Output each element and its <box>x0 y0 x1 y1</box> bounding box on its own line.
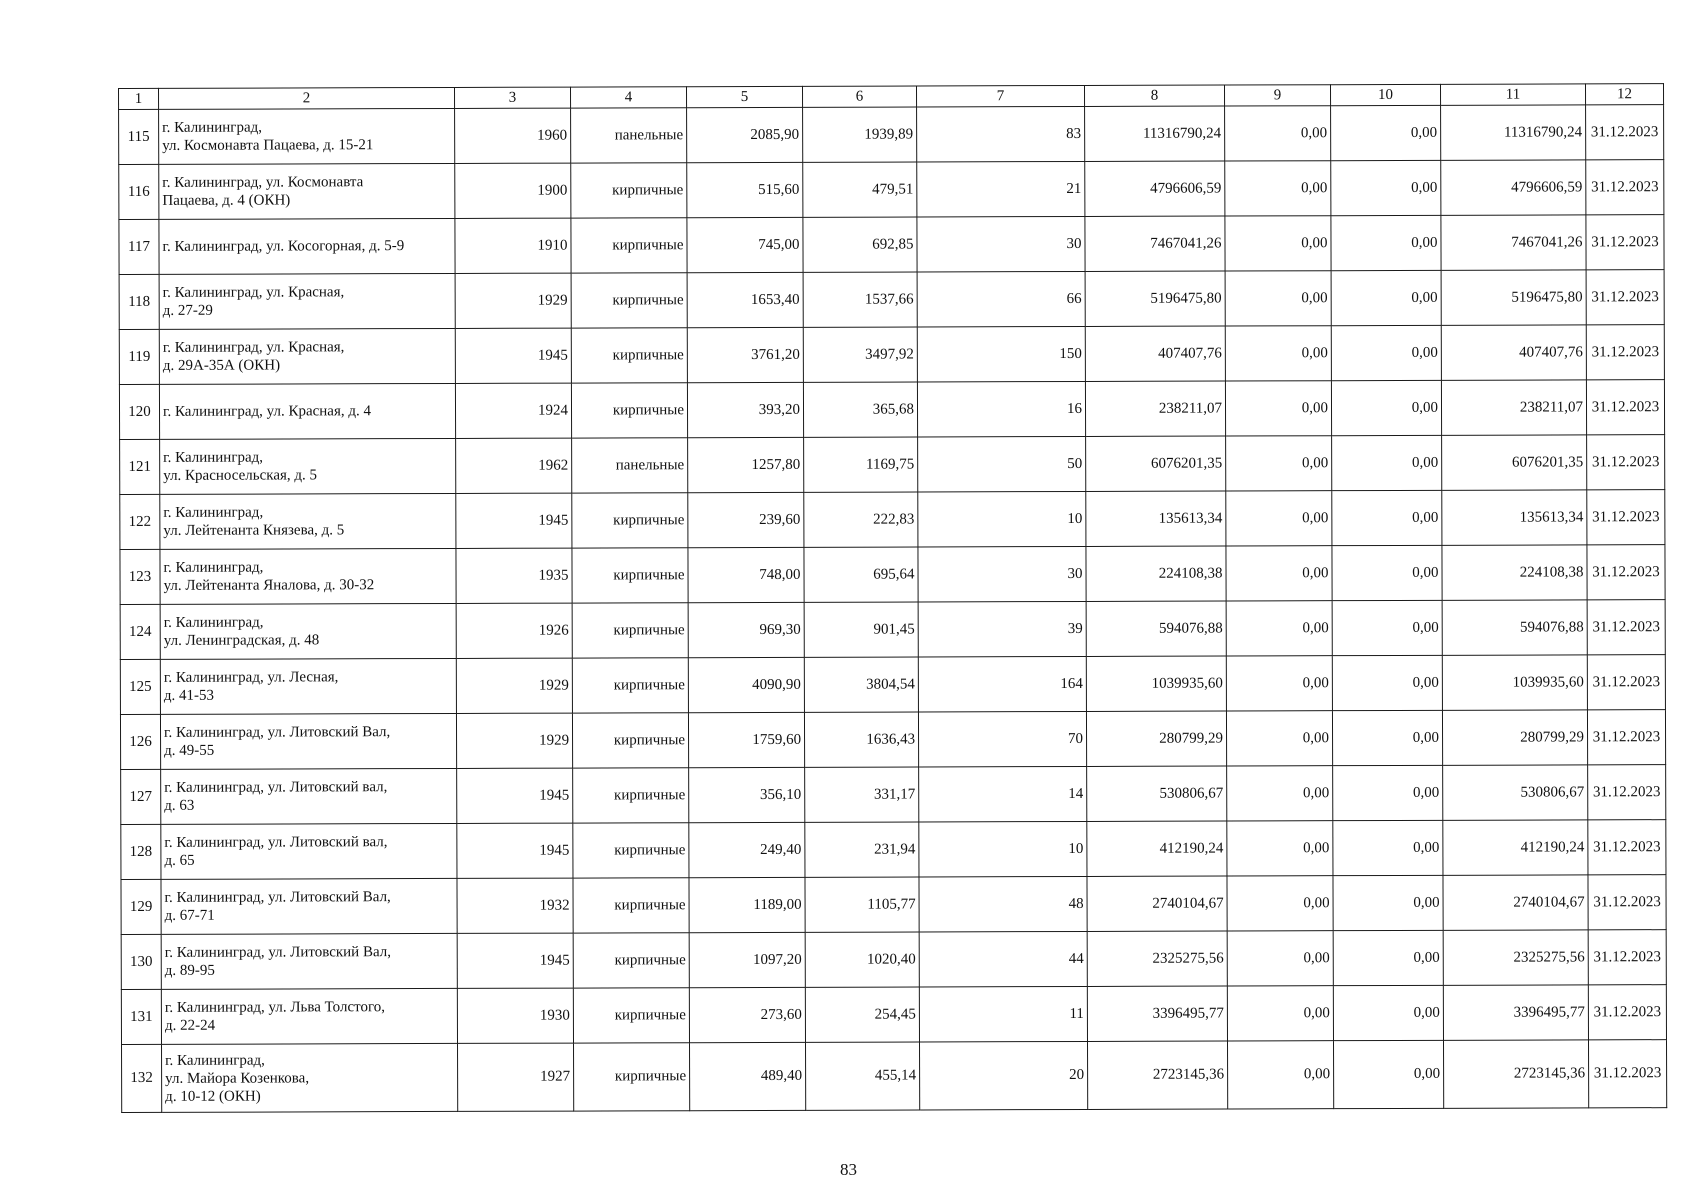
owners-cost-cell: 530806,67 <box>1443 765 1588 820</box>
living-area-cell: 1105,77 <box>805 877 919 932</box>
budget-cost-cell: 0,00 <box>1332 545 1442 600</box>
owners-cost-cell: 280799,29 <box>1442 710 1587 765</box>
deadline-date-cell: 31.12.2023 <box>1588 820 1666 875</box>
living-area-cell: 3804,54 <box>804 657 918 712</box>
wall-material-cell: кирпичные <box>572 713 688 768</box>
wall-material-cell: кирпичные <box>572 493 688 548</box>
total-area-cell: 356,10 <box>689 767 805 822</box>
table-row <box>119 325 1664 385</box>
residents-count-cell: 11 <box>919 986 1087 1042</box>
address-line: д. 67-71 <box>164 907 215 924</box>
wall-material-cell: кирпичные <box>572 603 688 658</box>
construction-year-cell: 1910 <box>455 218 571 273</box>
address-line: г. Калининград, <box>163 614 264 631</box>
living-area-cell: 695,64 <box>804 547 918 602</box>
fund-cost-cell: 0,00 <box>1227 1041 1333 1109</box>
deadline-date-cell: 31.12.2023 <box>1586 215 1664 270</box>
column-header-2: 2 <box>159 87 455 109</box>
address-line: г. Калининград, ул. Литовский Вал, <box>164 889 391 906</box>
wall-material-cell: кирпичные <box>574 1043 690 1111</box>
fund-cost-cell: 0,00 <box>1227 931 1333 986</box>
deadline-date-cell: 31.12.2023 <box>1586 380 1664 435</box>
total-area-cell: 239,60 <box>688 492 804 547</box>
total-area-cell: 393,20 <box>687 382 803 437</box>
deadline-date-cell: 31.12.2023 <box>1587 710 1665 765</box>
construction-year-cell: 1945 <box>457 933 573 988</box>
budget-cost-cell: 0,00 <box>1332 600 1442 655</box>
owners-cost-cell: 407407,76 <box>1441 325 1586 380</box>
table-row <box>120 545 1665 605</box>
fund-cost-cell: 0,00 <box>1226 711 1332 766</box>
owners-cost-cell: 2740104,67 <box>1443 875 1588 930</box>
living-area-cell: 254,45 <box>805 987 919 1042</box>
residents-count-cell: 44 <box>919 931 1087 987</box>
budget-cost-cell: 0,00 <box>1331 270 1441 325</box>
address-line: д. 10-12 (ОКН) <box>165 1088 261 1105</box>
address-line: г. Калининград, ул. Литовский Вал, <box>164 724 391 741</box>
total-cost-cell: 238211,07 <box>1085 381 1225 436</box>
living-area-cell: 479,51 <box>803 162 917 217</box>
address-line: Пацаева, д. 4 (ОКН) <box>162 192 291 209</box>
address-line: г. Калининград, ул. Лесная, <box>163 669 339 686</box>
owners-cost-cell: 238211,07 <box>1441 380 1586 435</box>
deadline-date-cell: 31.12.2023 <box>1588 765 1666 820</box>
address-cell <box>161 768 457 824</box>
construction-year-cell: 1924 <box>455 383 571 438</box>
address-cell <box>161 823 457 879</box>
living-area-cell: 3497,92 <box>803 327 917 382</box>
owners-cost-cell: 594076,88 <box>1442 600 1587 655</box>
total-area-cell: 3761,20 <box>687 327 803 382</box>
construction-year-cell: 1929 <box>456 713 572 768</box>
table-row <box>120 490 1665 550</box>
address-line: д. 89-95 <box>164 962 215 979</box>
living-area-cell: 231,94 <box>805 822 919 877</box>
address-cell <box>160 713 456 769</box>
budget-cost-cell: 0,00 <box>1331 160 1441 215</box>
deadline-date-cell: 31.12.2023 <box>1587 490 1665 545</box>
budget-cost-cell: 0,00 <box>1333 765 1443 820</box>
column-header-10: 10 <box>1330 84 1440 105</box>
wall-material-cell: кирпичные <box>571 273 687 328</box>
owners-cost-cell: 1039935,60 <box>1442 655 1587 710</box>
construction-year-cell: 1929 <box>456 658 572 713</box>
total-area-cell: 515,60 <box>687 162 803 217</box>
construction-year-cell: 1929 <box>455 273 571 328</box>
total-cost-cell: 594076,88 <box>1086 601 1226 656</box>
row-number: 116 <box>119 164 159 219</box>
address-line: д. 27-29 <box>162 302 213 319</box>
construction-year-cell: 1962 <box>456 438 572 493</box>
address-line: г. Калининград, ул. Литовский вал, <box>164 779 388 796</box>
living-area-cell: 1020,40 <box>805 932 919 987</box>
owners-cost-cell: 4796606,59 <box>1441 160 1586 215</box>
total-cost-cell: 2723145,36 <box>1088 1041 1228 1109</box>
deadline-date-cell: 31.12.2023 <box>1586 325 1664 380</box>
living-area-cell: 222,83 <box>804 492 918 547</box>
total-cost-cell: 412190,24 <box>1087 821 1227 876</box>
total-cost-cell: 7467041,26 <box>1085 216 1225 271</box>
address-line: д. 29А-35А (ОКН) <box>162 357 281 374</box>
residents-count-cell: 150 <box>917 326 1085 382</box>
address-line: ул. Лейтенанта Князева, д. 5 <box>163 522 345 539</box>
deadline-date-cell: 31.12.2023 <box>1588 985 1666 1040</box>
address-line: г. Калининград, <box>165 1052 265 1069</box>
owners-cost-cell: 224108,38 <box>1442 545 1587 600</box>
address-cell <box>162 1043 458 1112</box>
living-area-cell: 692,85 <box>803 217 917 272</box>
residents-count-cell: 39 <box>918 601 1086 657</box>
construction-year-cell: 1926 <box>456 603 572 658</box>
residents-count-cell: 20 <box>920 1041 1088 1110</box>
row-number: 120 <box>119 384 159 439</box>
total-cost-cell: 1039935,60 <box>1086 656 1226 711</box>
owners-cost-cell: 2723145,36 <box>1443 1040 1588 1108</box>
wall-material-cell: кирпичные <box>573 933 689 988</box>
fund-cost-cell: 0,00 <box>1225 161 1331 216</box>
construction-year-cell: 1945 <box>456 493 572 548</box>
address-line: г. Калининград, ул. Литовский Вал, <box>164 944 392 961</box>
address-cell <box>159 328 455 384</box>
address-cell <box>159 383 455 439</box>
residents-count-cell: 70 <box>918 711 1086 767</box>
owners-cost-cell: 3396495,77 <box>1443 985 1588 1040</box>
wall-material-cell: кирпичные <box>571 328 687 383</box>
column-header-12: 12 <box>1585 84 1663 105</box>
table-row <box>121 930 1666 990</box>
address-line: ул. Красносельская, д. 5 <box>163 467 318 484</box>
construction-year-cell: 1930 <box>457 988 573 1043</box>
living-area-cell: 1939,89 <box>803 107 917 162</box>
row-number: 119 <box>119 329 159 384</box>
construction-year-cell: 1927 <box>458 1043 574 1111</box>
column-header-9: 9 <box>1224 85 1330 106</box>
living-area-cell: 1169,75 <box>804 437 918 492</box>
row-number: 129 <box>121 879 161 934</box>
residents-count-cell: 66 <box>917 271 1085 327</box>
address-line: д. 65 <box>164 852 195 869</box>
fund-cost-cell: 0,00 <box>1226 491 1332 546</box>
table-body <box>119 105 1667 1113</box>
fund-cost-cell: 0,00 <box>1226 656 1332 711</box>
residents-count-cell: 10 <box>918 491 1086 547</box>
row-number: 118 <box>119 274 159 329</box>
deadline-date-cell: 31.12.2023 <box>1587 545 1665 600</box>
table-row <box>119 270 1664 330</box>
column-header-6: 6 <box>802 86 916 107</box>
construction-year-cell: 1945 <box>455 328 571 383</box>
address-line: д. 49-55 <box>164 742 215 759</box>
fund-cost-cell: 0,00 <box>1227 821 1333 876</box>
total-area-cell: 273,60 <box>689 987 805 1042</box>
owners-cost-cell: 6076201,35 <box>1442 435 1587 490</box>
total-area-cell: 1189,00 <box>689 877 805 932</box>
total-area-cell: 969,30 <box>688 602 804 657</box>
construction-year-cell: 1945 <box>457 823 573 878</box>
residents-count-cell: 10 <box>919 821 1087 877</box>
table-row <box>120 655 1665 715</box>
address-line: д. 22-24 <box>164 1017 216 1034</box>
row-number: 124 <box>120 604 160 659</box>
address-cell <box>160 603 456 659</box>
fund-cost-cell: 0,00 <box>1225 326 1331 381</box>
deadline-date-cell: 31.12.2023 <box>1587 435 1665 490</box>
column-header-11: 11 <box>1440 84 1585 105</box>
total-cost-cell: 280799,29 <box>1086 711 1226 766</box>
address-cell <box>161 933 457 989</box>
total-cost-cell: 530806,67 <box>1087 766 1227 821</box>
budget-cost-cell: 0,00 <box>1333 930 1443 985</box>
address-cell <box>159 273 455 329</box>
budget-cost-cell: 0,00 <box>1332 710 1442 765</box>
residents-count-cell: 83 <box>917 106 1085 162</box>
total-area-cell: 748,00 <box>688 547 804 602</box>
column-header-8: 8 <box>1084 85 1224 106</box>
table-row <box>120 710 1665 770</box>
construction-year-cell: 1945 <box>457 768 573 823</box>
housing-registry-table <box>118 83 1667 1113</box>
column-header-4: 4 <box>570 87 686 108</box>
budget-cost-cell: 0,00 <box>1331 380 1441 435</box>
wall-material-cell: кирпичные <box>573 823 689 878</box>
total-cost-cell: 407407,76 <box>1085 326 1225 381</box>
owners-cost-cell: 2325275,56 <box>1443 930 1588 985</box>
deadline-date-cell: 31.12.2023 <box>1588 875 1666 930</box>
fund-cost-cell: 0,00 <box>1226 601 1332 656</box>
budget-cost-cell: 0,00 <box>1333 985 1443 1040</box>
total-cost-cell: 6076201,35 <box>1086 436 1226 491</box>
owners-cost-cell: 412190,24 <box>1443 820 1588 875</box>
construction-year-cell: 1935 <box>456 548 572 603</box>
address-line: г. Калининград, ул. Красная, <box>162 339 345 356</box>
address-line: г. Калининград, <box>162 119 262 136</box>
owners-cost-cell: 11316790,24 <box>1441 105 1586 160</box>
total-cost-cell: 5196475,80 <box>1085 271 1225 326</box>
residents-count-cell: 21 <box>917 161 1085 217</box>
address-line: ул. Лейтенанта Яналова, д. 30-32 <box>163 577 375 594</box>
row-number: 121 <box>120 439 160 494</box>
wall-material-cell: панельные <box>571 108 687 163</box>
table-row <box>119 380 1664 440</box>
total-area-cell: 1653,40 <box>687 272 803 327</box>
address-line: д. 41-53 <box>163 687 215 704</box>
column-header-3: 3 <box>454 87 570 108</box>
total-cost-cell: 11316790,24 <box>1085 106 1225 161</box>
table-row <box>121 875 1666 935</box>
address-line: д. 63 <box>164 797 195 814</box>
wall-material-cell: кирпичные <box>573 878 689 933</box>
fund-cost-cell: 0,00 <box>1226 436 1332 491</box>
living-area-cell: 901,45 <box>804 602 918 657</box>
wall-material-cell: кирпичные <box>573 768 689 823</box>
column-header-5: 5 <box>686 86 802 107</box>
fund-cost-cell: 0,00 <box>1225 381 1331 436</box>
table-row <box>122 1040 1667 1113</box>
wall-material-cell: кирпичные <box>571 218 687 273</box>
deadline-date-cell: 31.12.2023 <box>1586 105 1664 160</box>
fund-cost-cell: 0,00 <box>1225 106 1331 161</box>
row-number: 123 <box>120 549 160 604</box>
table-row <box>119 215 1664 275</box>
address-line: г. Калининград, <box>163 559 264 576</box>
address-line: г. Калининград, ул. Космонавта <box>162 174 364 191</box>
address-line: ул. Космонавта Пацаева, д. 15-21 <box>162 137 374 154</box>
row-number: 127 <box>121 769 161 824</box>
construction-year-cell: 1900 <box>455 163 571 218</box>
address-line: г. Калининград, <box>163 449 264 466</box>
owners-cost-cell: 135613,34 <box>1442 490 1587 545</box>
table-row <box>119 105 1664 165</box>
address-cell <box>159 108 455 164</box>
row-number: 117 <box>119 219 159 274</box>
total-area-cell: 249,40 <box>689 822 805 877</box>
deadline-date-cell: 31.12.2023 <box>1586 270 1664 325</box>
address-cell <box>159 218 455 274</box>
address-cell <box>161 878 457 934</box>
wall-material-cell: панельные <box>572 438 688 493</box>
construction-year-cell: 1932 <box>457 878 573 933</box>
wall-material-cell: кирпичные <box>572 548 688 603</box>
total-cost-cell: 135613,34 <box>1086 491 1226 546</box>
row-number: 131 <box>121 989 161 1044</box>
total-cost-cell: 224108,38 <box>1086 546 1226 601</box>
total-area-cell: 489,40 <box>690 1042 806 1110</box>
living-area-cell: 1537,66 <box>803 272 917 327</box>
budget-cost-cell: 0,00 <box>1331 105 1441 160</box>
wall-material-cell: кирпичные <box>572 658 688 713</box>
residents-count-cell: 30 <box>917 216 1085 272</box>
total-area-cell: 1257,80 <box>688 437 804 492</box>
table-row <box>121 985 1666 1045</box>
row-number: 115 <box>119 109 159 164</box>
address-line: г. Калининград, ул. Косогорная, д. 5-9 <box>162 238 405 255</box>
deadline-date-cell: 31.12.2023 <box>1586 160 1664 215</box>
wall-material-cell: кирпичные <box>571 163 687 218</box>
residents-count-cell: 164 <box>918 656 1086 712</box>
address-line: г. Калининград, ул. Красная, д. 4 <box>162 403 372 420</box>
table-row <box>121 820 1666 880</box>
row-number: 122 <box>120 494 160 549</box>
residents-count-cell: 30 <box>918 546 1086 602</box>
living-area-cell: 455,14 <box>806 1042 920 1110</box>
total-cost-cell: 2740104,67 <box>1087 876 1227 931</box>
row-number: 125 <box>120 659 160 714</box>
deadline-date-cell: 31.12.2023 <box>1588 1040 1666 1108</box>
column-header-1: 1 <box>119 88 159 109</box>
fund-cost-cell: 0,00 <box>1225 216 1331 271</box>
total-area-cell: 2085,90 <box>687 107 803 162</box>
table-row <box>119 160 1664 220</box>
budget-cost-cell: 0,00 <box>1332 490 1442 545</box>
column-header-7: 7 <box>916 85 1084 107</box>
total-cost-cell: 4796606,59 <box>1085 161 1225 216</box>
living-area-cell: 331,17 <box>805 767 919 822</box>
deadline-date-cell: 31.12.2023 <box>1587 655 1665 710</box>
budget-cost-cell: 0,00 <box>1333 1040 1443 1108</box>
fund-cost-cell: 0,00 <box>1227 766 1333 821</box>
total-area-cell: 4090,90 <box>688 657 804 712</box>
residents-count-cell: 16 <box>917 381 1085 437</box>
deadline-date-cell: 31.12.2023 <box>1587 600 1665 655</box>
row-number: 130 <box>121 934 161 989</box>
living-area-cell: 365,68 <box>803 382 917 437</box>
deadline-date-cell: 31.12.2023 <box>1588 930 1666 985</box>
address-line: г. Калининград, ул. Литовский вал, <box>164 834 388 851</box>
residents-count-cell: 14 <box>919 766 1087 822</box>
budget-cost-cell: 0,00 <box>1331 215 1441 270</box>
budget-cost-cell: 0,00 <box>1331 325 1441 380</box>
living-area-cell: 1636,43 <box>804 712 918 767</box>
total-cost-cell: 3396495,77 <box>1087 986 1227 1041</box>
address-cell <box>160 658 456 714</box>
address-line: г. Калининград, ул. Красная, <box>162 284 345 301</box>
budget-cost-cell: 0,00 <box>1333 820 1443 875</box>
owners-cost-cell: 7467041,26 <box>1441 215 1586 270</box>
wall-material-cell: кирпичные <box>573 988 689 1043</box>
fund-cost-cell: 0,00 <box>1227 986 1333 1041</box>
owners-cost-cell: 5196475,80 <box>1441 270 1586 325</box>
address-cell <box>159 163 455 219</box>
address-cell <box>160 493 456 549</box>
page-number: 83 <box>840 1160 857 1179</box>
total-cost-cell: 2325275,56 <box>1087 931 1227 986</box>
address-cell <box>161 988 457 1044</box>
budget-cost-cell: 0,00 <box>1333 875 1443 930</box>
table-row <box>120 435 1665 495</box>
fund-cost-cell: 0,00 <box>1225 271 1331 326</box>
address-line: ул. Ленинградская, д. 48 <box>163 632 320 649</box>
total-area-cell: 745,00 <box>687 217 803 272</box>
budget-cost-cell: 0,00 <box>1332 655 1442 710</box>
total-area-cell: 1097,20 <box>689 932 805 987</box>
fund-cost-cell: 0,00 <box>1227 876 1333 931</box>
wall-material-cell: кирпичные <box>571 383 687 438</box>
document-sheet <box>118 83 1666 1113</box>
fund-cost-cell: 0,00 <box>1226 546 1332 601</box>
row-number: 132 <box>122 1044 162 1112</box>
row-number: 128 <box>121 824 161 879</box>
address-line: ул. Майора Козенкова, <box>165 1069 310 1087</box>
table-row <box>120 600 1665 660</box>
construction-year-cell: 1960 <box>455 108 571 163</box>
address-line: г. Калининград, ул. Льва Толстого, <box>164 999 386 1016</box>
total-area-cell: 1759,60 <box>688 712 804 767</box>
table-row <box>121 765 1666 825</box>
residents-count-cell: 50 <box>918 436 1086 492</box>
residents-count-cell: 48 <box>919 876 1087 932</box>
address-cell <box>160 438 456 494</box>
row-number: 126 <box>120 714 160 769</box>
address-line: г. Калининград, <box>163 504 264 521</box>
budget-cost-cell: 0,00 <box>1332 435 1442 490</box>
address-cell <box>160 548 456 604</box>
